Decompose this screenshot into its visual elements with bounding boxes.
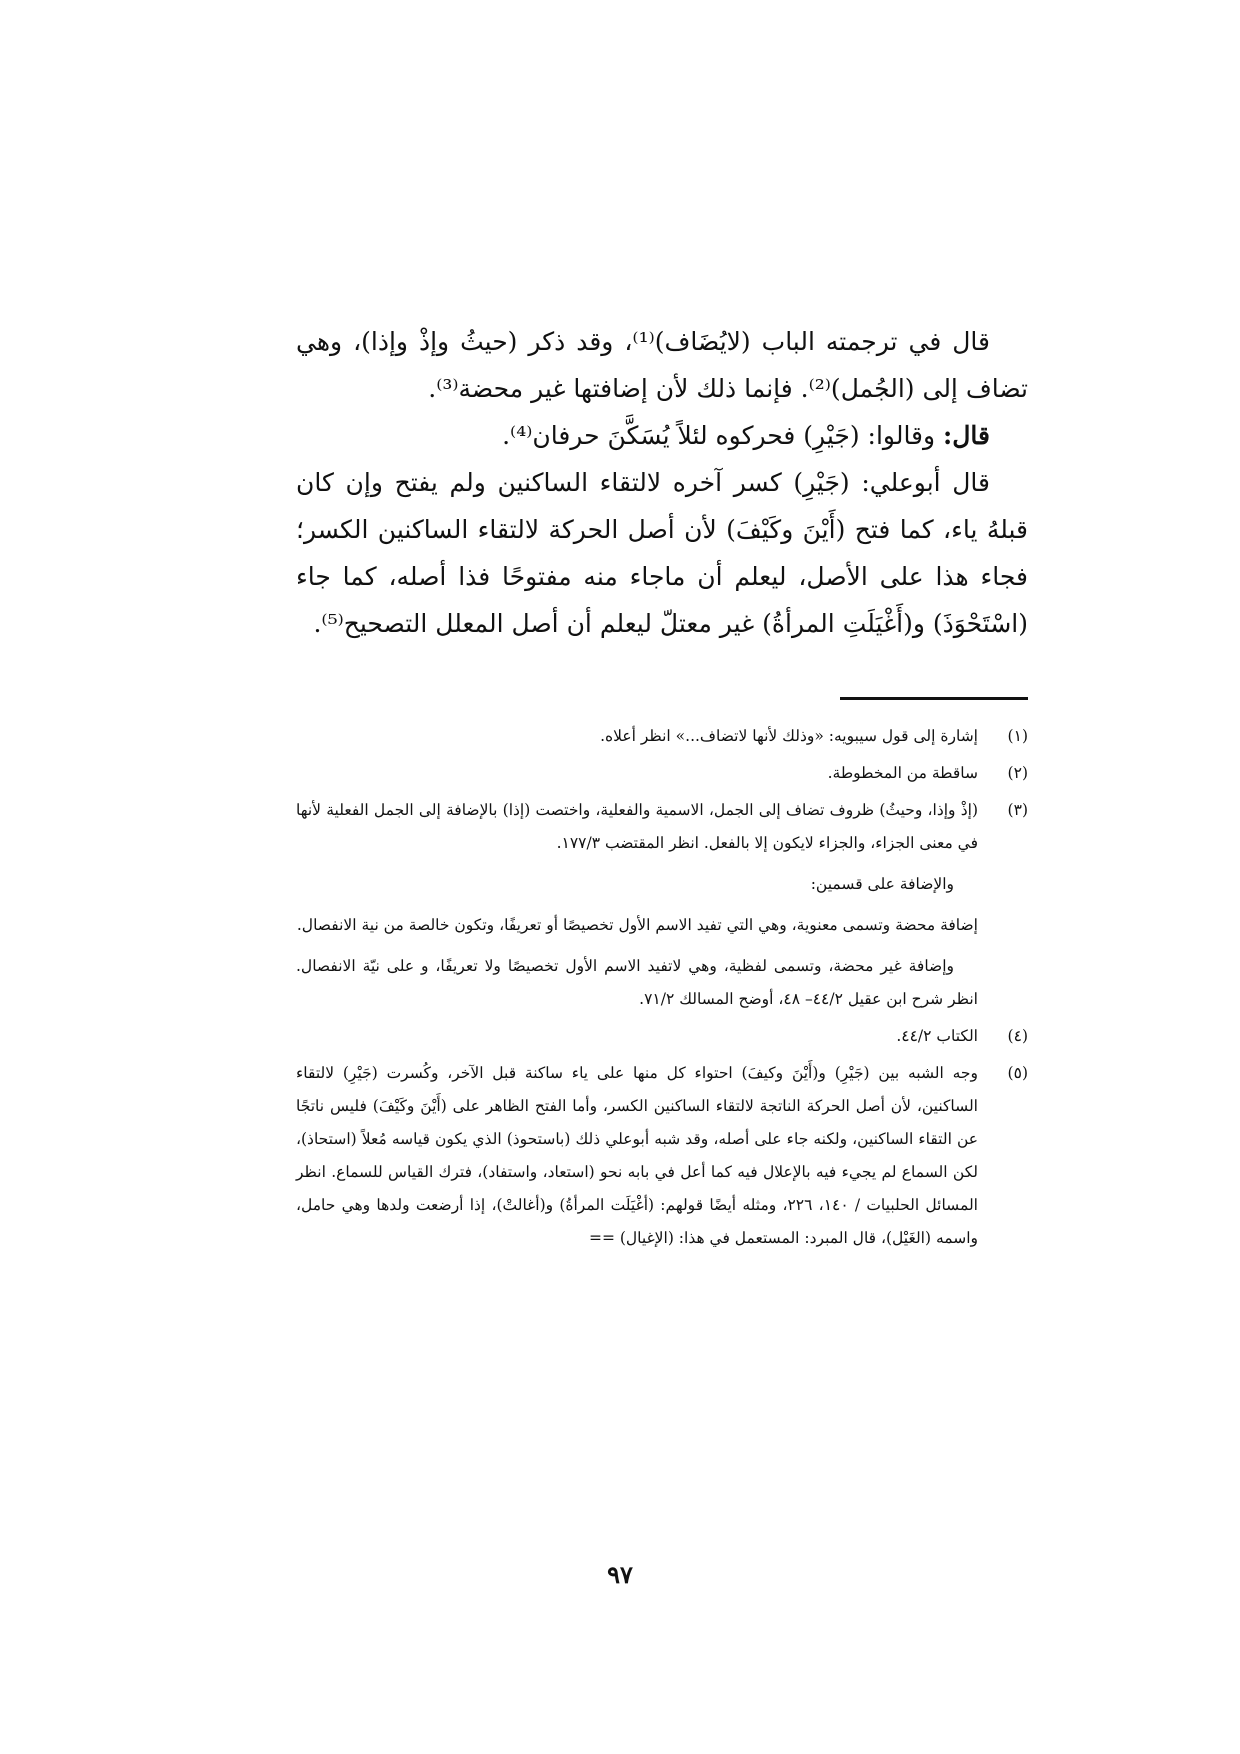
footnote-1 <box>296 720 1028 753</box>
paragraph-2-rest: وقالوا: (جَيْرِ) فحركوه لئلاً يُسَكَّنَ حرفان⁽⁴⁾. <box>502 421 944 450</box>
footnote-text: إشارة إلى قول سيبويه: «وذلك لأنها لاتضاف...» انظر أعلاه. <box>600 727 978 745</box>
footnote-subtext: إضافة محضة وتسمى معنوية، وهي التي تفيد الاسم الأول تخصيصًا أو تعريفًا، وتكون خالصة من نية الانفصال. <box>296 916 978 934</box>
page-number: ٩٧ <box>607 1560 633 1589</box>
footnote-3 <box>296 794 1028 1016</box>
footnote-number: (٤) <box>1007 1027 1028 1045</box>
footnote-2 <box>296 757 1028 790</box>
paragraph-3: قال أبوعلي: (جَيْرِ) كسر آخره لالتقاء الساكنين ولم يفتح وإن كان قبلهُ ياء، كما فتح (أَيْنَ وكَيْفَ) لأن أصل الحركة لالتقاء الساكنين الكسر؛ فجاء هذا على الأصل، ليعلم أن ماجاء منه مفتوحًا فذا أصله، كما جاء (اسْتَحْوَذَ) و(أَغْيَلَتِ المرأةُ) غير معتلّ ليعلم أن أصل المعلل التصحيح⁽⁵⁾. <box>296 468 1028 638</box>
paragraph-2-lead: قال: <box>943 421 990 450</box>
footnotes-section <box>296 720 1028 1259</box>
footnote-text: وجه الشبه بين (جَيْرِ) و(أَيْنَ وكيفَ) احتواء كل منها على ياء ساكنة قبل الآخر، وكُسرت (جَيْرِ) لالتقاء الساكنين، لأن أصل الحركة الناتجة لالتقاء الساكنين الكسر، وأما الفتح الظاهر على (أَيْنَ وكَيْفَ) فليس ناتجًا عن التقاء الساكنين، ولكنه جاء على أصله، وقد شبه أبوعلي ذلك (باستحوذ) الذي يكون قياسه مُعلاً (استحاذ)، لكن السماع لم يجيء فيه بالإعلال فيه كما أعل في بابه نحو (استعاد، واستفاد)، فترك القياس للسماع. انظر المسائل الحلبيات / ١٤٠، ٢٢٦، ومثله أيضًا قولهم: (أغْيَلَت المرأةُ) و(أغالتْ)، إذا أرضعت ولدها وهي حامل، واسمه (الغَيْل)، قال المبرد: المستعمل في هذا: (الإغيال) == <box>296 1064 978 1247</box>
footnote-text: الكتاب ٤٤/٢. <box>896 1027 978 1045</box>
footnote-number: (٢) <box>1007 764 1028 782</box>
footnote-divider <box>840 697 1028 700</box>
main-text-block <box>296 318 1028 647</box>
footnote-number: (١) <box>1007 727 1028 745</box>
footnote-subtext: والإضافة على قسمين: <box>810 875 954 893</box>
footnote-5 <box>296 1057 1028 1255</box>
paragraph-1: قال في ترجمته الباب (لايُضَاف)⁽¹⁾، وقد ذكر (حيثُ وإذْ وإذا)، وهي تضاف إلى (الجُمل)⁽²⁾. فإنما ذلك لأن إضافتها غير محضة⁽³⁾. <box>296 327 1028 403</box>
footnote-number: (٥) <box>1007 1064 1028 1082</box>
footnote-subtext: وإضافة غير محضة، وتسمى لفظية، وهي لاتفيد الاسم الأول تخصيصًا ولا تعريفًا، و على نيّة الانفصال. انظر شرح ابن عقيل ٤٤/٢– ٤٨، أوضح المسالك ٧١/٢. <box>296 957 978 1008</box>
footnote-number: (٣) <box>1007 801 1028 819</box>
paragraph-2 <box>296 412 1028 459</box>
footnote-text: (إذْ وإذا، وحيثُ) ظروف تضاف إلى الجمل، الاسمية والفعلية، واختصت (إذا) بالإضافة إلى الجمل الفعلية لأنها في معنى الجزاء، والجزاء لايكون إلا بالفعل. انظر المقتضب ١٧٧/٣. <box>296 801 978 852</box>
footnote-text: ساقطة من المخطوطة. <box>827 764 978 782</box>
footnote-4 <box>296 1020 1028 1053</box>
